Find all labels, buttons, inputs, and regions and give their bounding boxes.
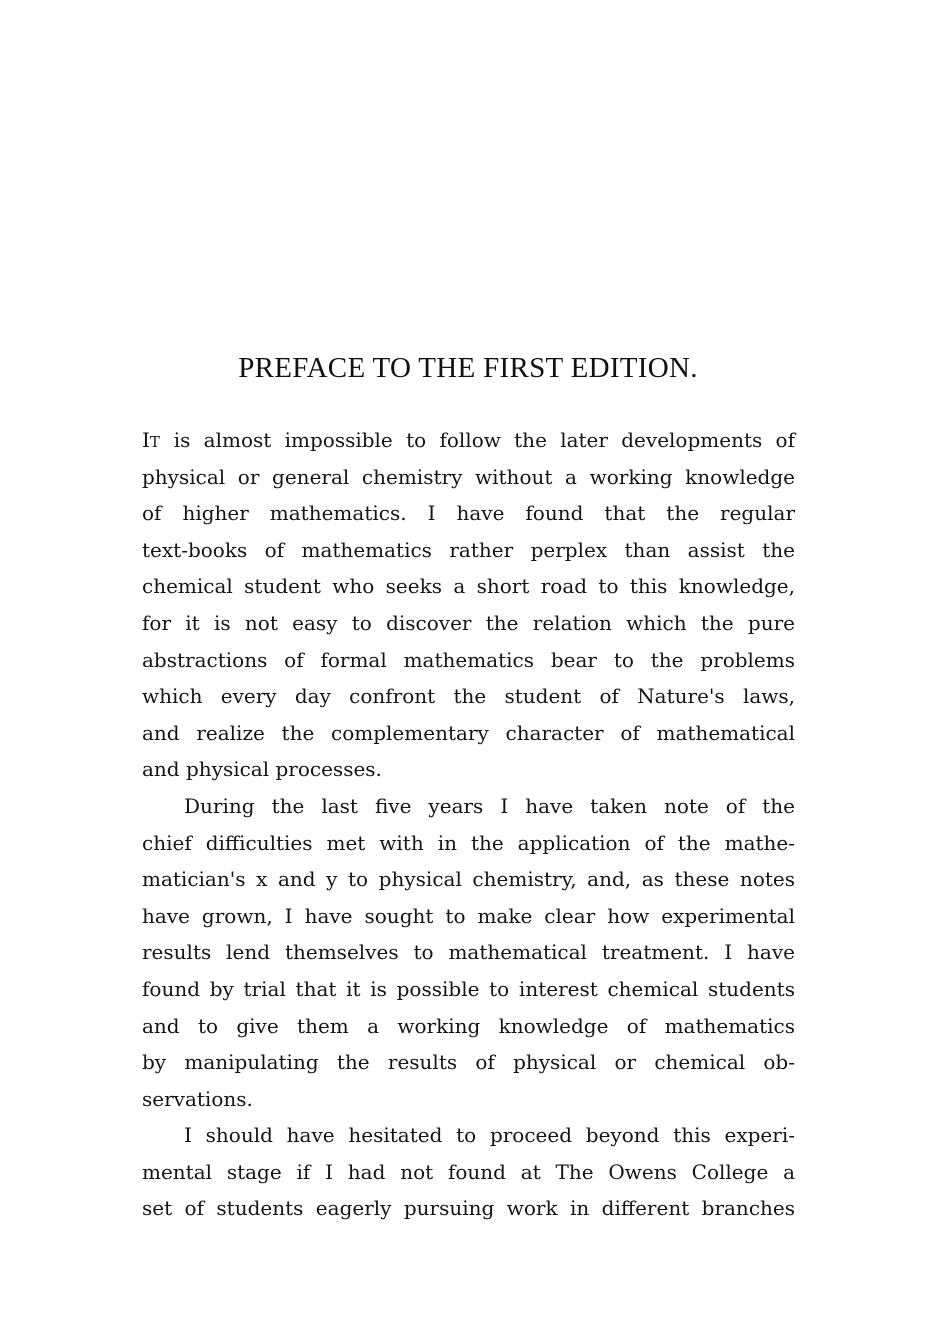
- text-line: of higher mathematics. I have found that the regular: [142, 501, 795, 526]
- drop-initial-word: IT: [142, 428, 161, 452]
- text-line: for it is not easy to discover the relation which the pure: [142, 610, 795, 635]
- page-title: PREFACE TO THE FIRST EDITION.: [238, 352, 698, 384]
- text-line: have grown, I have sought to make clear how experimental: [142, 903, 795, 928]
- text-line: text-books of mathematics rather perplex than assist the: [142, 537, 795, 562]
- text-line: mental stage if I had not found at The Owens College a: [142, 1159, 795, 1184]
- paragraph-1: [142, 422, 795, 788]
- text-line: servations.: [142, 1086, 253, 1111]
- text-line: During the last five years I have taken note of the: [184, 793, 795, 818]
- text-line: by manipulating the results of physical or chemical ob-: [142, 1050, 795, 1075]
- paragraph-2: [142, 788, 795, 1117]
- text-line: physical or general chemistry without a working knowledge: [142, 464, 795, 489]
- text-line: abstractions of formal mathematics bear to the problems: [142, 647, 795, 672]
- paragraph-3: [142, 1117, 795, 1227]
- text-line: results lend themselves to mathematical treatment. I have: [142, 940, 795, 965]
- text-line: chemical student who seeks a short road to this knowledge,: [142, 574, 795, 599]
- text-line: found by trial that it is possible to interest chemical students: [142, 976, 795, 1001]
- text-line: I should have hesitated to proceed beyond this experi-: [184, 1123, 795, 1148]
- text-line: IT is almost impossible to follow the later developments of: [142, 428, 795, 452]
- text-line: and to give them a working knowledge of mathematics: [142, 1013, 795, 1038]
- text-line: chief difficulties met with in the application of the mathe-: [142, 830, 795, 855]
- text-line: which every day confront the student of Nature's laws,: [142, 684, 795, 709]
- text-line: set of students eagerly pursuing work in different branches: [142, 1196, 795, 1221]
- text-line: and realize the complementary character of mathematical: [142, 720, 795, 745]
- preface-body: [142, 422, 795, 1227]
- text-line: and physical processes.: [142, 757, 382, 782]
- text-line: matician's x and y to physical chemistry, and, as these notes: [142, 867, 795, 892]
